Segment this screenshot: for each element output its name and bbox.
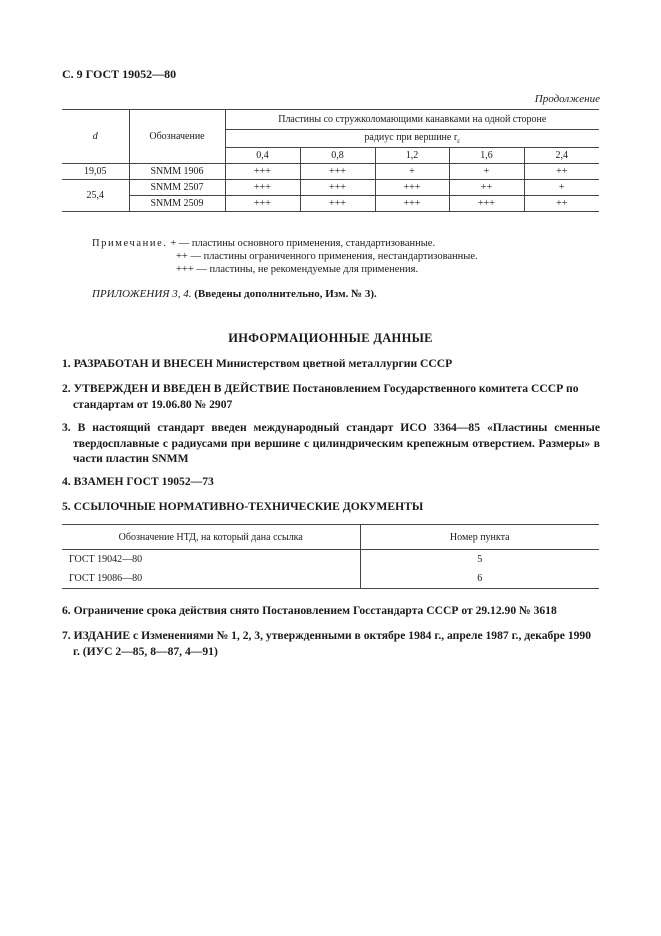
cell-designation: SNMM 2509	[129, 196, 225, 212]
page-header: С. 9 ГОСТ 19052—80	[62, 67, 177, 81]
references-table	[62, 524, 599, 589]
cell-clause: 6	[360, 568, 599, 589]
cell-value: +++	[225, 164, 300, 180]
cell-value: +	[375, 164, 449, 180]
info-item-4: 4. ВЗАМЕН ГОСТ 19052—73	[62, 475, 214, 488]
appendix-note	[92, 288, 377, 300]
column-header-designation: Обозначение	[129, 110, 225, 164]
cell-document: ГОСТ 19086—80	[62, 568, 360, 589]
note-label: Примечание.	[92, 238, 168, 249]
info-item-3	[62, 420, 600, 467]
cell-value: ++	[449, 180, 524, 196]
inserts-table	[62, 109, 599, 212]
radius-1-6: 1,6	[449, 148, 524, 164]
table-row	[62, 180, 599, 196]
cell-value: +++	[300, 180, 375, 196]
cell-value: +++	[375, 180, 449, 196]
note-line-3: +++ — пластины, не рекомендуемые для применения.	[176, 264, 419, 275]
table-row	[62, 196, 599, 212]
info-item-1: 1. РАЗРАБОТАН И ВНЕСЕН Министерством цветной металлургии СССР	[62, 357, 453, 370]
cell-clause: 5	[360, 550, 599, 569]
radius-1-2: 1,2	[375, 148, 449, 164]
info-item-5: 5. ССЫЛОЧНЫЕ НОРМАТИВНО-ТЕХНИЧЕСКИЕ ДОКУМЕНТЫ	[62, 500, 424, 513]
radius-2-4: 2,4	[524, 148, 599, 164]
table-row	[62, 164, 599, 180]
table-row	[62, 568, 599, 589]
group-header: Пластины со стружколомающими канавками на одной стороне	[225, 110, 599, 130]
cell-d: 19,05	[62, 164, 129, 180]
info-item-2	[62, 381, 600, 412]
radius-header-text: радиус при вершине r	[364, 132, 458, 143]
cell-value: ++	[524, 164, 599, 180]
radius-header-subscript: ε	[457, 137, 461, 145]
radius-0-8: 0,8	[300, 148, 375, 164]
info-item-7	[62, 628, 600, 659]
continuation-label: Продолжение	[534, 93, 600, 105]
table-row	[62, 550, 599, 569]
cell-value: +++	[449, 196, 524, 212]
cell-value: +++	[300, 196, 375, 212]
info-item-2-text: 2. УТВЕРЖДЕН И ВВЕДЕН В ДЕЙСТВИЕ Постановлением Государственного комитета СССР по стандартам от 19.06.80 № 2907	[62, 382, 579, 411]
cell-value: +	[449, 164, 524, 180]
cell-value: +++	[300, 164, 375, 180]
note-line-2: ++ — пластины ограниченного применения, нестандартизованные.	[176, 251, 478, 262]
cell-designation: SNMM 2507	[129, 180, 225, 196]
appendix-italic: ПРИЛОЖЕНИЯ 3, 4.	[92, 288, 192, 300]
column-header-d: d	[62, 110, 129, 164]
cell-designation: SNMM 1906	[129, 164, 225, 180]
appendix-bold: (Введены дополнительно, Изм. № 3).	[194, 288, 377, 300]
cell-value: +	[524, 180, 599, 196]
info-item-3-text: 3. В настоящий стандарт введен международный стандарт ИСО 3364—85 «Пластины сменные твердосплавные с радиусами при вершине с цилиндрическим крепежным отверстием. Размеры» в части пластин SNMM	[62, 421, 600, 465]
radius-header	[225, 130, 599, 148]
cell-value: +++	[225, 180, 300, 196]
cell-d: 25,4	[62, 180, 129, 212]
cell-document: ГОСТ 19042—80	[62, 550, 360, 569]
note-line-1: + — пластины основного применения, стандартизованные.	[170, 238, 436, 249]
note	[92, 237, 435, 250]
info-item-6: 6. Ограничение срока действия снято Постановлением Госстандарта СССР от 29.12.90 № 3618	[62, 604, 557, 617]
cell-value: +++	[375, 196, 449, 212]
cell-value: ++	[524, 196, 599, 212]
radius-0-4: 0,4	[225, 148, 300, 164]
column-header-clause: Номер пункта	[360, 525, 599, 550]
column-header-document: Обозначение НТД, на который дана ссылка	[62, 525, 360, 550]
cell-value: +++	[225, 196, 300, 212]
info-title: ИНФОРМАЦИОННЫЕ ДАННЫЕ	[228, 331, 433, 345]
info-item-7-text: 7. ИЗДАНИЕ с Изменениями № 1, 2, 3, утвержденными в октябре 1984 г., апреле 1987 г., декабре 1990 г. (ИУС 2—85, 8—87, 4—91)	[62, 629, 592, 658]
